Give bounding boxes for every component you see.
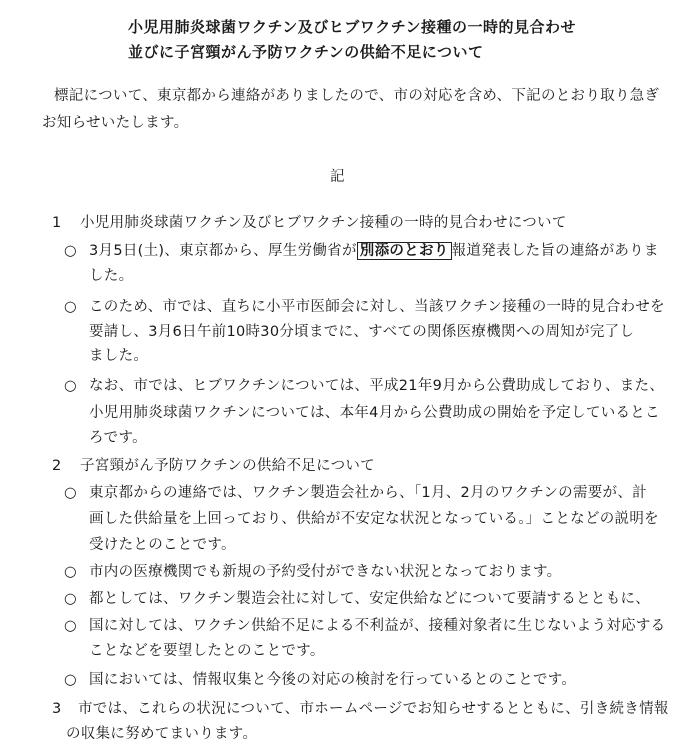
section-2-number: 2 <box>52 458 62 474</box>
section-2-heading: 子宮頸がん予防ワクチンの供給不足について <box>80 458 375 474</box>
section-3-line-1: 市では、これらの状況について、市ホームページでお知らせするとともに、引き続き情報 <box>78 701 669 717</box>
title-line-1: 小児用肺炎球菌ワクチン及びヒブワクチン接種の一時的見合わせ <box>128 18 577 36</box>
section-2-item-4-line-1: 国に対しては、ワクチン供給不足による不利益が、接種対象者に生じないよう対応する <box>89 618 666 634</box>
section-1-item-2-bullet: ○ <box>64 299 77 315</box>
section-2-item-5-line-1: 国においては、情報収集と今後の対応の検討を行っているとのことです。 <box>89 672 577 688</box>
section-2-item-1-line-2: 画した供給量を上回っており、供給が不安定な状況となっている。」ことなどの説明を <box>89 511 659 527</box>
section-2-item-2-bullet: ○ <box>64 564 77 580</box>
intro-line-1: 標記について、東京都から連絡がありましたので、市の対応を含め、下記のとおり取り急ぎ <box>54 88 660 104</box>
section-2-item-1-line-1: 東京都からの連絡では、ワクチン製造会社から、「1月、2月のワクチンの需要が、計 <box>89 485 647 501</box>
section-3-number: 3 <box>52 701 62 717</box>
section-2-item-2-line-1: 市内の医療機関でも新規の予約受付ができない状況となっております。 <box>89 564 562 580</box>
section-2-item-4-bullet: ○ <box>64 618 77 634</box>
section-1-item-3-line-3: ろです。 <box>89 430 147 446</box>
intro-line-2: お知らせいたします。 <box>42 115 189 131</box>
ki-heading: 記 <box>330 169 345 185</box>
section-2-item-4-line-2: ことなどを要望したとのことです。 <box>89 643 325 659</box>
section-2-item-1-bullet: ○ <box>64 485 77 501</box>
section-1-item-1-bullet: ○ <box>64 243 77 259</box>
section-2-item-5-bullet: ○ <box>64 672 77 688</box>
section-1-item-2-line-3: ました。 <box>89 348 149 364</box>
section-1-item-3-bullet: ○ <box>64 378 77 394</box>
section-1-heading: 小児用肺炎球菌ワクチン及びヒブワクチン接種の一時的見合わせについて <box>80 215 567 231</box>
section-1-item-3-line-2: 小児用肺炎球菌ワクチンについては、本年4月から公費助成の開始を予定しているとこ <box>89 405 660 421</box>
section-1-item-2-line-1: このため、市では、直ちに小平市医師会に対し、当該ワクチン接種の一時的見合わせを <box>89 299 665 315</box>
title-line-2: 並びに子宮頸がん予防ワクチンの供給不足について <box>128 43 484 61</box>
section-1-item-1-line-1 <box>89 241 659 261</box>
section-1-number: 1 <box>52 215 62 231</box>
section-2-item-3-line-1: 都としては、ワクチン製造会社に対して、安定供給などについて要請するとともに、 <box>89 591 651 607</box>
section-1-item-1-line-2: した。 <box>89 268 134 284</box>
bessou-boxed-text: 別添のとおり <box>357 242 452 260</box>
section-1-item-1-text-b: 報道発表した旨の連絡がありま <box>451 243 659 259</box>
section-1-item-3-line-1: なお、市では、ヒブワクチンについては、平成21年9月から公費助成しており、また、 <box>89 378 665 394</box>
section-2-item-1-line-3: 受けたとのことです。 <box>89 537 236 553</box>
section-1-item-2-line-2: 要請し、3月6日午前10時30分頃までに、すべての関係医療機関への周知が完了し <box>89 324 635 340</box>
section-3-line-2: の収集に努めてまいります。 <box>66 726 258 742</box>
section-2-item-3-bullet: ○ <box>64 591 77 607</box>
section-1-item-1-text-a: 3月5日(土)、東京都から、厚生労働省が <box>89 243 357 259</box>
